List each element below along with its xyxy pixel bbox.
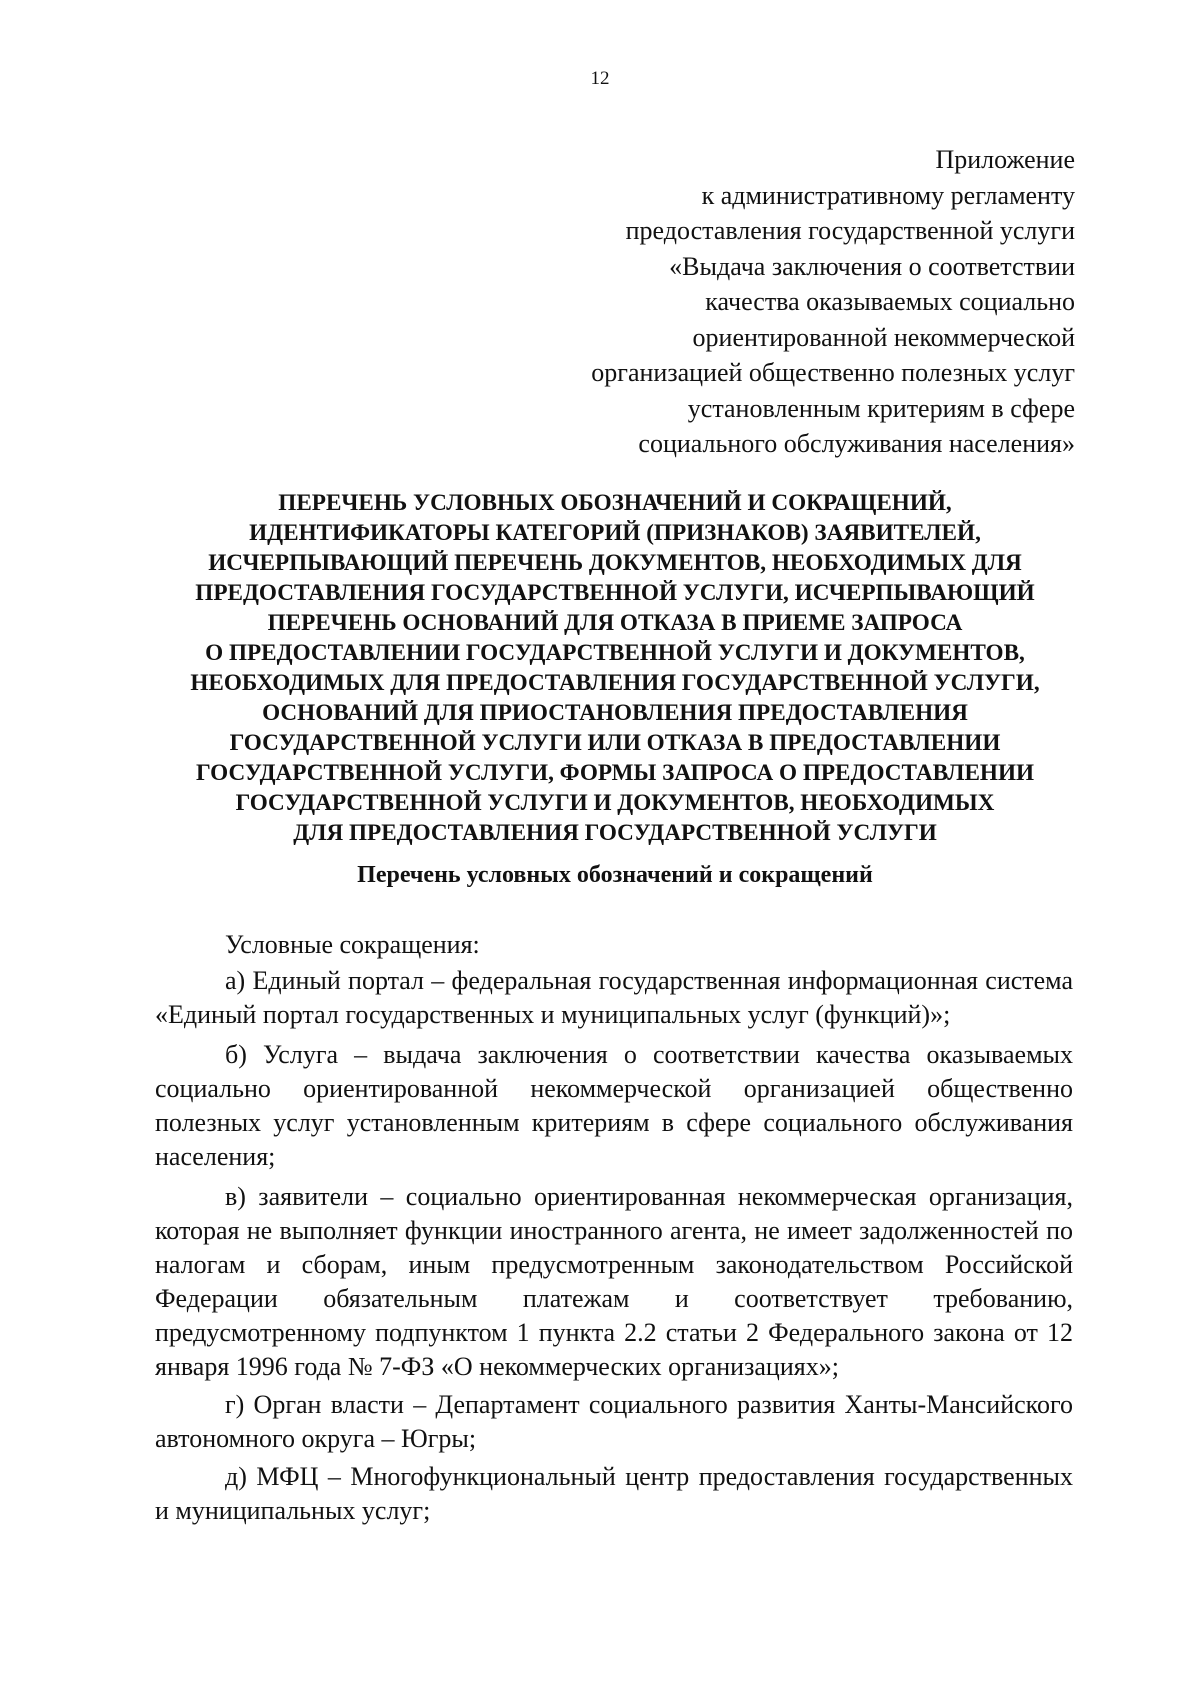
title-line: ИСЧЕРПЫВАЮЩИЙ ПЕРЕЧЕНЬ ДОКУМЕНТОВ, НЕОБХОДИМЫХ ДЛЯ xyxy=(208,550,1022,576)
title-line: ИДЕНТИФИКАТОРЫ КАТЕГОРИЙ (ПРИЗНАКОВ) ЗАЯВИТЕЛЕЙ, xyxy=(249,520,981,546)
title-line: ПРЕДОСТАВЛЕНИЯ ГОСУДАРСТВЕННОЙ УСЛУГИ, ИСЧЕРПЫВАЮЩИЙ xyxy=(195,580,1035,606)
abbreviations-lead: Условные сокращения: xyxy=(225,930,480,959)
title-line: ПЕРЕЧЕНЬ УСЛОВНЫХ ОБОЗНАЧЕНИЙ И СОКРАЩЕНИЙ, xyxy=(278,490,952,516)
title-line: ГОСУДАРСТВЕННОЙ УСЛУГИ ИЛИ ОТКАЗА В ПРЕДОСТАВЛЕНИИ xyxy=(229,730,1001,756)
title-line: О ПРЕДОСТАВЛЕНИИ ГОСУДАРСТВЕННОЙ УСЛУГИ И ДОКУМЕНТОВ, xyxy=(205,640,1025,666)
page-number: 12 xyxy=(590,68,610,89)
title-line: ОСНОВАНИЙ ДЛЯ ПРИОСТАНОВЛЕНИЯ ПРЕДОСТАВЛЕНИЯ xyxy=(262,700,968,726)
body-text xyxy=(155,928,1073,1532)
section-title: Перечень условных обозначений и сокращений xyxy=(357,862,873,888)
title-line: НЕОБХОДИМЫХ ДЛЯ ПРЕДОСТАВЛЕНИЯ ГОСУДАРСТВЕННОЙ УСЛУГИ, xyxy=(190,670,1040,696)
appendix-line: Приложение xyxy=(935,145,1075,174)
appendix-line: предоставления государственной услуги xyxy=(625,216,1075,245)
appendix-line: ориентированной некоммерческой xyxy=(692,322,1075,352)
appendix-line: социального обслуживания населения» xyxy=(638,429,1075,458)
appendix-block xyxy=(455,142,1075,462)
abbreviation-item-b: б) Услуга – выдача заключения о соответствии качества оказываемых социально ориентированной некоммерческой организацией общественно полезных услуг установленным критериям в сфере социального обслуживания населения; xyxy=(155,1040,1073,1171)
document-title xyxy=(150,488,1080,848)
appendix-line: «Выдача заключения о соответствии xyxy=(669,251,1075,281)
appendix-line: к административному регламенту xyxy=(701,180,1075,210)
appendix-line: установленным критериям в сфере xyxy=(687,393,1075,423)
appendix-line: организацией общественно полезных услуг xyxy=(591,358,1075,387)
title-line: ГОСУДАРСТВЕННОЙ УСЛУГИ И ДОКУМЕНТОВ, НЕОБХОДИМЫХ xyxy=(235,790,995,816)
abbreviation-item-v: в) заявители – социально ориентированная некоммерческая организация, которая не выполняет функции иностранного агента, не имеет задолженностей по налогам и сборам, иным предусмотренным законодательством Российской Федерации обязательным платежам и соответствует требованию, предусмотренному подпунктом 1 пункта 2.2 статьи 2 Федерального закона от 12 января 1996 года № 7-ФЗ «О некоммерческих организациях»; xyxy=(155,1182,1073,1381)
abbreviation-item-g: г) Орган власти – Департамент социального развития Ханты-Мансийского автономного округа – Югры; xyxy=(155,1390,1073,1453)
abbreviation-item-d: д) МФЦ – Многофункциональный центр предоставления государственных и муниципальных услуг; xyxy=(155,1462,1073,1525)
title-line: ГОСУДАРСТВЕННОЙ УСЛУГИ, ФОРМЫ ЗАПРОСА О ПРЕДОСТАВЛЕНИИ xyxy=(195,760,1035,786)
appendix-line: качества оказываемых социально xyxy=(705,287,1075,316)
title-line: ДЛЯ ПРЕДОСТАВЛЕНИЯ ГОСУДАРСТВЕННОЙ УСЛУГИ xyxy=(293,820,937,846)
title-line: ПЕРЕЧЕНЬ ОСНОВАНИЙ ДЛЯ ОТКАЗА В ПРИЕМЕ ЗАПРОСА xyxy=(267,610,963,636)
abbreviation-item-a: а) Единый портал – федеральная государственная информационная система «Единый портал государственных и муниципальных услуг (функций)»; xyxy=(155,966,1073,1029)
